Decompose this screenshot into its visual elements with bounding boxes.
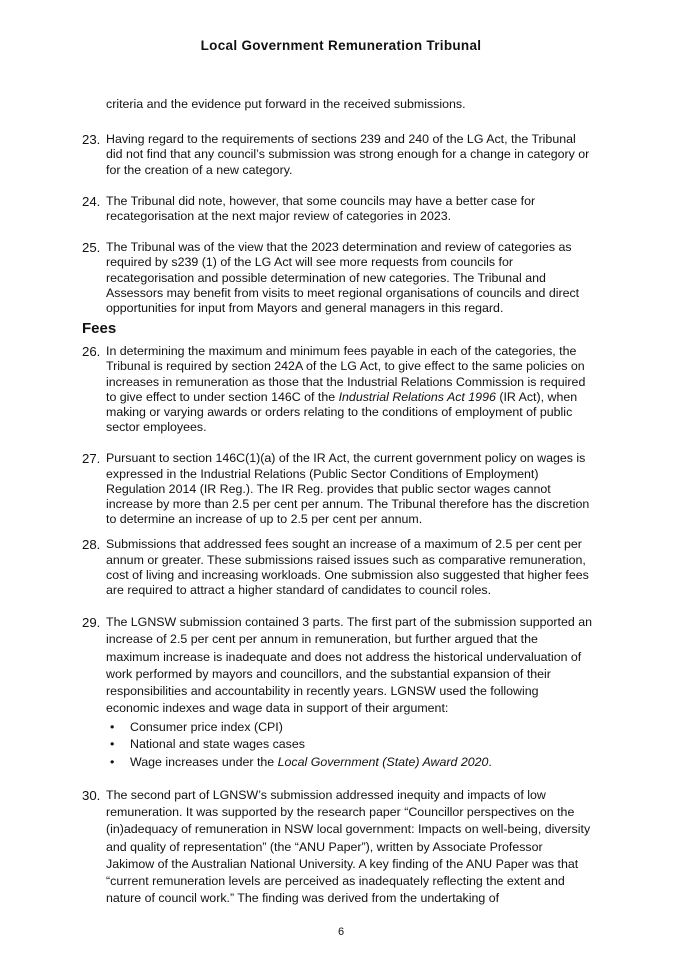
list-item-text: National and state wages cases: [130, 737, 305, 751]
paragraph-text: Pursuant to section 146C(1)(a) of the IR Act, the current government policy on wages is expressed in the Industrial Relations (Public Sector Conditions of Employment) Regulation 2014 (IR Reg.). The IR Reg. provides that public sector wages cannot increase by more than 2.5 per cent per annum. The Tribunal therefore has the discretion to determine an increase of up to 2.5 per cent per annum.: [106, 451, 590, 527]
page-header: Local Government Remuneration Tribunal: [200, 38, 482, 53]
paragraph-29: [82, 614, 594, 771]
paragraph-text: The LGNSW submission contained 3 parts. The first part of the submission supported an increase of 2.5 per cent per annum in remuneration, but further argued that the maximum increase is inadequate and does not address the historical undervaluation of work performed by mayors and councillors, and the substantial expansion of their responsibilities and accountability in recently years. LGNSW used the following economic indexes and wage data in support of their argument:: [106, 615, 592, 716]
paragraph-number: 25.: [82, 240, 101, 256]
paragraph-text: The second part of LGNSW’s submission addressed inequity and impacts of low remuneration. It was supported by the research paper “Councillor perspectives on the (in)adequacy of remuneration in NSW local government: Impacts on well-being, diversity and quality of representation” (the “ANU Paper”), written by Associate Professor Jakimow of the Australian National University. A key finding of the ANU Paper was that “current remuneration levels are perceived as inadequately reflecting the extent and nature of council work.” The finding was derived from the undertaking of: [106, 788, 591, 906]
paragraph-27: [82, 451, 594, 527]
award-title: Local Government (State) Award 2020: [277, 754, 489, 769]
bullet-icon: •: [110, 754, 115, 769]
paragraph-text: The Tribunal was of the view that the 2023 determination and review of categories as required by s239 (1) of the LG Act will see more requests from councils for recategorisation and possible determination of new categories. The Tribunal and Assessors may benefit from visits to meet regional organisations of councils and direct opportunities for input from Mayors and general managers in this regard.: [106, 240, 580, 316]
page-number: 6: [337, 926, 345, 938]
paragraph-number: 29.: [82, 615, 101, 631]
paragraph-text: The Tribunal did note, however, that some councils may have a better case for recategorisation at the next major review of categories in 2023.: [106, 193, 536, 224]
paragraph-30: [82, 787, 594, 907]
paragraph-text: Submissions that addressed fees sought an increase of a maximum of 2.5 per cent per annum or greater. These submissions raised issues such as comparative remuneration, cost of living and increasing workloads. One submission also suggested that higher fees are required to attract a higher standard of candidates to council roles.: [106, 537, 589, 598]
paragraph-28: [82, 537, 594, 598]
paragraph-number: 23.: [82, 132, 101, 148]
bullet-icon: •: [110, 719, 115, 734]
section-heading-fees: Fees: [82, 320, 117, 338]
paragraph-number: 30.: [82, 788, 101, 803]
list-item: [106, 736, 594, 754]
paragraph-text-end: (IR Act), when making or varying awards or orders relating to the conditions of employment of public sector employees.: [106, 389, 578, 435]
paragraph-number: 26.: [82, 344, 101, 360]
list-item-text: Consumer price index (CPI): [130, 719, 283, 734]
list-item: [106, 719, 594, 737]
paragraph-text: In determining the maximum and minimum fees payable in each of the categories, the Tribunal is required by section 242A of the LG Act, to give effect to the same policies on increases in remuneration as those that the Industrial Relations Commission is required to give effect to under section 146C of the: [106, 344, 586, 404]
economic-indexes-list: [106, 719, 594, 772]
list-item: [106, 754, 594, 772]
document-body: [82, 97, 594, 923]
act-title: Industrial Relations Act 1996: [338, 389, 496, 404]
paragraph-23: [82, 132, 594, 178]
paragraph-number: 28.: [82, 537, 101, 553]
paragraph-text: Having regard to the requirements of sections 239 and 240 of the LG Act, the Tribunal did not find that any council’s submission was strong enough for a change in category or for the creation of a new category.: [106, 132, 590, 177]
list-item-text-end: .: [488, 754, 492, 769]
paragraph-25: [82, 240, 594, 316]
paragraph-24: [82, 194, 594, 224]
paragraph-26: [82, 344, 594, 435]
list-item-text: Wage increases under the: [130, 754, 278, 769]
paragraph-number: 27.: [82, 451, 101, 467]
bullet-icon: •: [110, 737, 115, 751]
paragraph-number: 24.: [82, 193, 101, 209]
intro-continuation: criteria and the evidence put forward in the received submissions.: [106, 97, 466, 111]
